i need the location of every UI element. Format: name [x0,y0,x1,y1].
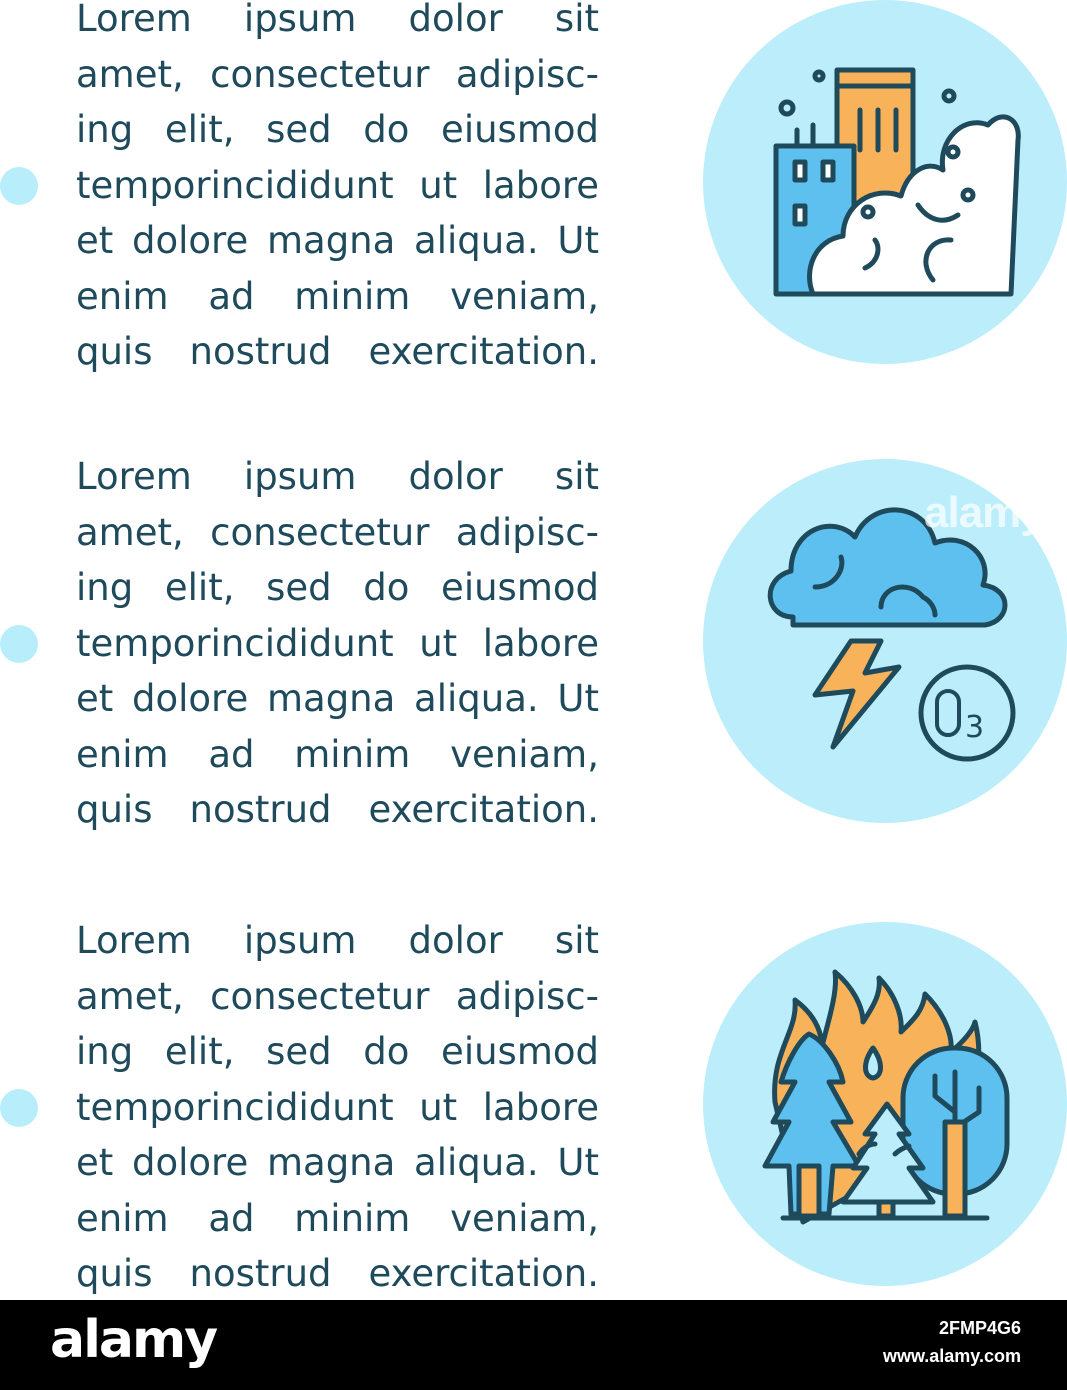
paragraph-1 [76,0,599,380]
text-line: ing elit, sed do eiusmod [76,566,599,609]
text-line: ing elit, sed do eiusmod [76,1030,599,1073]
text-line: quis nostrud exercitation. [76,330,599,373]
city-smog-icon [703,0,1067,364]
text-line: quis nostrud exercitation. [76,1252,599,1295]
text-line: enim ad minim veniam, [76,274,599,318]
image-id: 2FMP4G6 [938,1318,1021,1338]
icon-circle [703,922,1067,1286]
forest-fire-icon [703,922,1067,1286]
alamy-logo: alamy [50,1310,217,1370]
text-line: et dolore magna aliqua. Ut [76,1141,599,1184]
image-code [883,1314,1021,1370]
section-2 [0,455,1067,878]
text-line: amet, consectetur adipisc- [76,510,599,554]
text-line: ing elit, sed do eiusmod [76,108,599,151]
text-line: amet, consectetur adipisc- [76,974,599,1018]
text-line: Lorem ipsum dolor sit [76,0,599,40]
paragraph-3 [76,913,599,1302]
text-line: et dolore magna aliqua. Ut [76,677,599,720]
text-line: enim ad minim veniam, [76,732,599,776]
text-line: Lorem ipsum dolor sit [76,919,599,962]
ozone-subscript: 3 [965,710,985,745]
paragraph-2 [76,449,599,838]
footer-bar [0,1300,1067,1390]
bullet-point [0,167,38,205]
text-line: quis nostrud exercitation. [76,788,599,831]
icon-circle [703,0,1067,364]
text-line: Lorem ipsum dolor sit [76,455,599,498]
watermark: alamy [924,488,1044,537]
section-1 [0,0,1067,420]
text-line: et dolore magna aliqua. Ut [76,219,599,262]
bullet-point [0,1089,38,1127]
site-url: www.alamy.com [882,1346,1021,1366]
text-line: enim ad minim veniam, [76,1196,599,1240]
text-line: temporincididunt ut labore [76,163,599,207]
text-line: temporincididunt ut labore [76,621,599,665]
text-line: temporincididunt ut labore [76,1085,599,1129]
section-3 [0,919,1067,1342]
text-line: amet, consectetur adipisc- [76,52,599,96]
bullet-point [0,625,38,663]
